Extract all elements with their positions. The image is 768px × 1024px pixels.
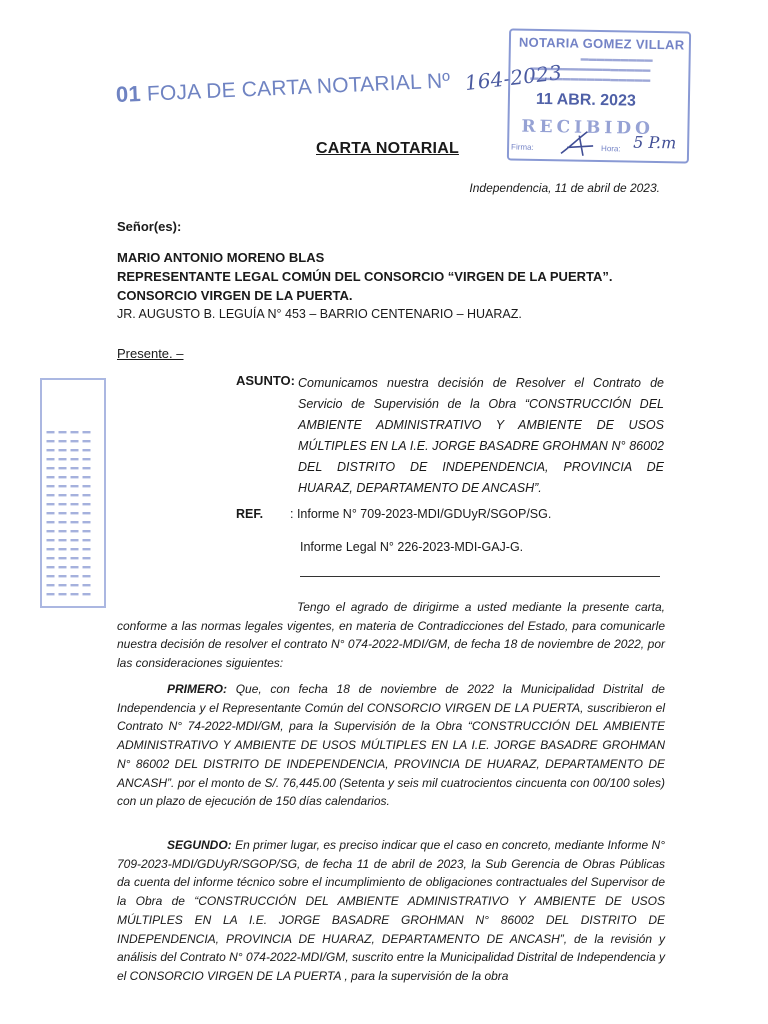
recipient-address: JR. AUGUSTO B. LEGUÍA N° 453 – BARRIO CENTENARIO – HUARAZ. xyxy=(117,307,522,321)
foja-prefix: 01 xyxy=(115,80,142,107)
received-stamp xyxy=(507,28,691,163)
reference-report: : Informe N° 709-2023-MDI/GDUyR/SGOP/SG. xyxy=(290,507,552,521)
presente-line: Presente. – xyxy=(117,346,184,361)
segundo-label: SEGUNDO: xyxy=(167,838,232,852)
stamp-hora-value: 5 P.m xyxy=(633,132,677,153)
stamp-firma-label: Firma: xyxy=(511,142,534,152)
foja-number: 164-2023 xyxy=(463,60,563,96)
stamp-faded-line: ▬▬▬▬▬▬▬▬▬▬▬▬▬▬▬ xyxy=(530,62,651,74)
primero-label: PRIMERO: xyxy=(167,682,227,696)
recipient-role: REPRESENTANTE LEGAL COMÚN DEL CONSORCIO “VIRGEN DE LA PUERTA”. xyxy=(117,269,613,284)
recipient-company: CONSORCIO VIRGEN DE LA PUERTA. xyxy=(117,288,353,303)
asunto-label: ASUNTO: xyxy=(236,373,295,388)
stamp-hora-label: Hora: xyxy=(601,144,621,154)
ref-label: REF. xyxy=(236,507,264,521)
segundo-text: En primer lugar, es preciso indicar que el caso en concreto, mediante Informe N° 709-2023-MDI/GDUyR/SGOP/SG, de fecha 11 de abril de 2023, la Sub Gerencia de Obras Públicas da cuenta del informe técnico sobre el incumplimiento de obligaciones contractuales del Supervisor de la Obra de “CONSTRUCCIÓN DEL AMBIENTE ADMINISTRATIVO Y AMBIENTE DE USOS MÚLTIPLES EN LA I.E. JORGE BASADRE GROHMAN N° 86002 DEL DISTRITO DE INDEPENDENCIA, PROVINCIA DE HUARAZ, DEPARTAMENTO DE ANCASH”, de la revisión y análisis del Contrato N° 074-2022-MDI/GM, suscrito entre la Municipalidad Distrital de Independencia y el CONSORCIO VIRGEN DE LA PUERTA , para la supervisión de la obra xyxy=(117,838,665,983)
asunto-text: Comunicamos nuestra decisión de Resolver el Contrato de Servicio de Supervisión de la Obra “CONSTRUCCIÓN DEL AMBIENTE ADMINISTRATIVO Y AMBIENTE DE USOS MÚLTIPLES EN LA I.E. JORGE BASADRE GROHMAN N° 86002 DEL DISTRITO DE INDEPENDENCIA, PROVINCIA DE HUARAZ, DEPARTAMENTO DE ANCASH”. xyxy=(298,376,664,495)
stamp-faded-line: ▬▬▬▬▬▬▬▬▬ xyxy=(580,53,653,64)
primero-paragraph xyxy=(117,680,665,811)
reference-legal-report: Informe Legal N° 226-2023-MDI-GAJ-G. xyxy=(300,540,524,554)
foja-label: FOJA DE CARTA NOTARIAL Nº xyxy=(146,69,451,106)
stamp-date: 11 ABR. 2023 xyxy=(535,90,636,110)
foja-header-stamp xyxy=(115,60,563,108)
document-title: CARTA NOTARIAL xyxy=(316,140,459,157)
reference-divider xyxy=(300,576,660,577)
side-vertical-stamp: ▬▬▬▬▬▬▬▬▬▬▬▬▬▬▬▬▬▬▬ ▬▬▬▬▬▬▬▬▬▬▬▬▬▬▬▬▬▬▬ ▬▬▬▬▬▬▬▬▬▬▬▬▬▬▬▬▬▬▬ ▬▬▬▬▬▬▬▬▬▬▬▬▬▬▬▬▬▬▬ xyxy=(40,378,106,608)
salutation: Señor(es): xyxy=(117,219,182,234)
stamp-notary-name: NOTARIA GOMEZ VILLAR xyxy=(518,34,685,53)
recipient-name: MARIO ANTONIO MORENO BLAS xyxy=(117,250,325,265)
recipient-block xyxy=(117,248,612,324)
stamp-received: RECIBIDO xyxy=(521,116,655,139)
primero-text: Que, con fecha 18 de noviembre de 2022 la Municipalidad Distrital de Independencia y el Representante Común del CONSORCIO VIRGEN DE LA PUERTA, suscribieron el Contrato N° 74-2022-MDI/GM, para la Supervisión de la Obra “CONSTRUCCIÓN DEL AMBIENTE ADMINISTRATIVO Y AMBIENTE DE USOS MÚLTIPLES EN LA I.E. JORGE BASADRE GROHMAN N° 86002 DEL DISTRITO DE INDEPENDENCIA, PROVINCIA DE HUARAZ, DEPARTAMENTO DE ANCASH”. por el monto de S/. 76,445.00 (Setenta y seis mil cuatrocientos cincuenta con 00/100 soles) con un plazo de ejecución de 150 días calendarios. xyxy=(117,682,665,809)
stamp-faded-line: ▬▬▬▬▬▬▬▬▬▬▬▬▬▬▬ xyxy=(530,72,651,84)
intro-text: Tengo el agrado de dirigirme a usted mediante la presente carta, conforme a las normas legales vigentes, en materia de Contradicciones del Estado, para comunicarle nuestra decisión de resolver el contrato N° 074-2022-MDI/GM, de fecha 18 de noviembre de 2022, por las consideraciones siguientes: xyxy=(117,600,665,671)
signature-mark-icon xyxy=(557,129,597,158)
place-date: Independencia, 11 de abril de 2023. xyxy=(469,181,660,195)
intro-paragraph xyxy=(117,598,665,673)
segundo-paragraph xyxy=(117,836,665,986)
